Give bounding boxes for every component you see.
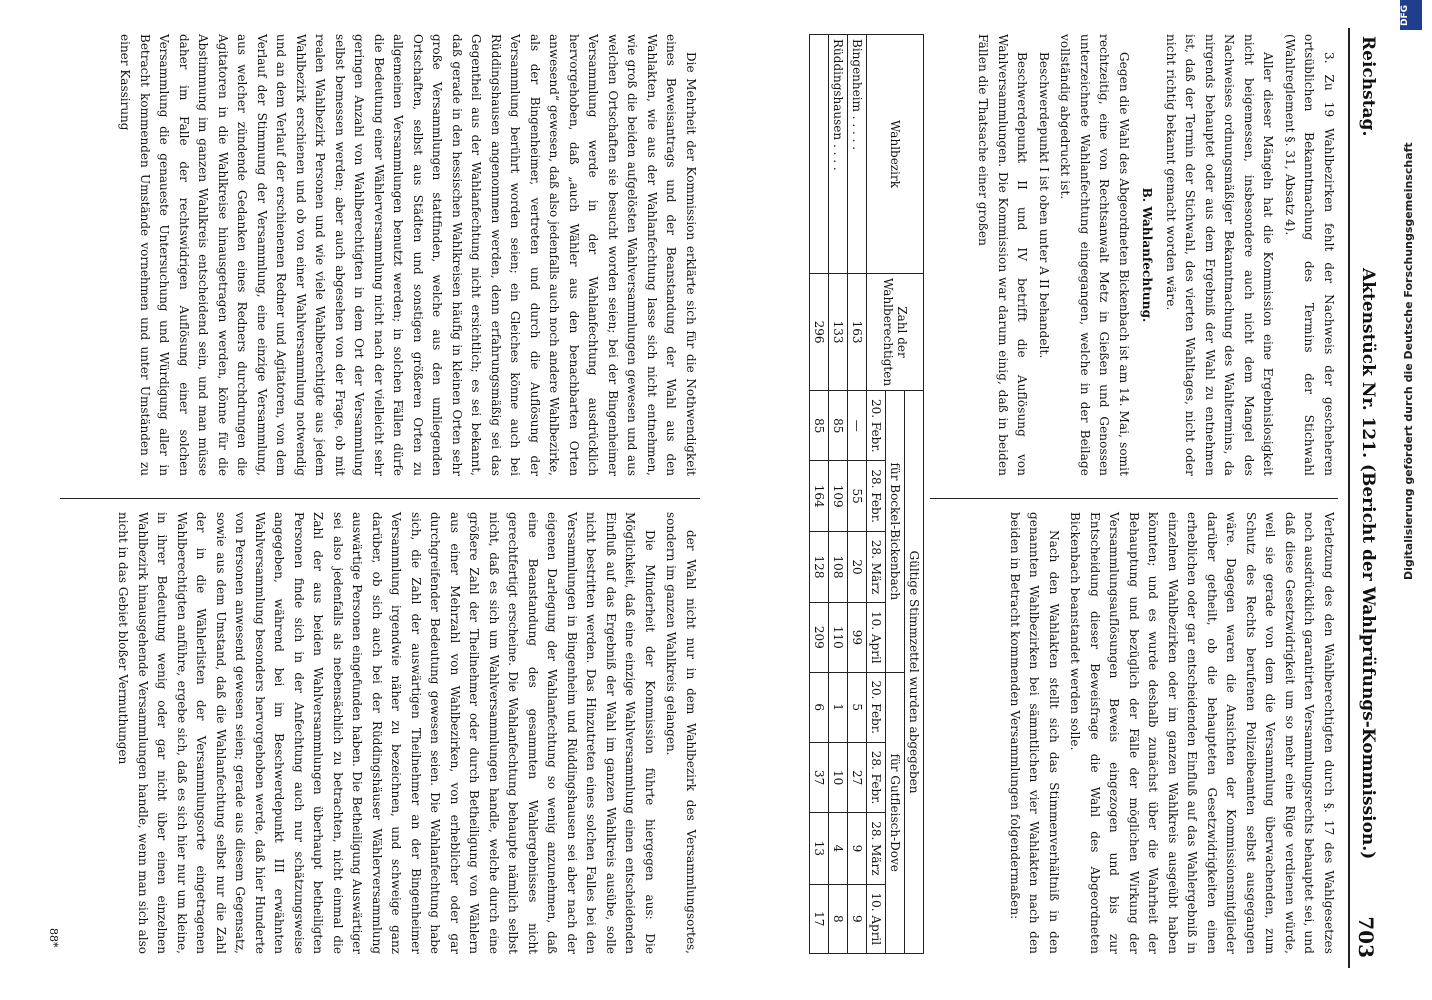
cell: 133 xyxy=(829,274,848,391)
vote-table xyxy=(809,34,924,954)
table-header-wahlbezirk: Wahlbezirk xyxy=(867,35,924,274)
cell: 109 xyxy=(829,461,848,531)
rotated-document-page xyxy=(30,28,1390,968)
paragraph: Die Mehrheit der Kommission erklärte sich für die Nothwendigkeit eines Beweisantrags und der Beanstandung der Wahl aus den Wahlakten, wie aus der Wahlanfechtung lasse sich nicht entnehmen, wie groß die beiden aufgelösten Wahlversammlungen gewesen und aus welchen Ortschaften sie besucht worden seien; bei der Bingenheimer Versammlung werde in der Wahlanfechtung ausdrücklich hervorgehoben, daß „auch Wähler aus den benachbarten Orten anwesend“ gewesen, daß also jedenfalls auch noch andere Wahlbezirke, als der Bingenheimer, vertreten und durch die Auflösung der Versammlung berührt worden seien; ein Gleiches könne auch bei Rüddingshausen angenommen werden, denn erfahrungsmäßig sei das Gegentheil aus der Wahlanfechtung nicht ersichtlich; es sei bekannt, daß gerade in den hessischen Wahlkreisen häufig in kleinen Orten sehr große Versammlungen stattfinden, welche aus den umliegenden Ortschaften, selbst aus Städten und sonstigen größeren Orten zu allgemeinen Versammlungen benutzt werden; in solchen Fällen dürfe die Bedeutung einer Wählerversammlung nicht nach der vielleicht sehr geringen Anzahl von Wahlberechtigten in dem Ort der Versammlung selbst bemessen werden; aber auch abgesehen von der Frage, ob mit realen Wahlbezirk Personen und wie viele Wahlberechtigte aus jedem Wahlbezirk erschienen und ob von einer Wahlversammlung notwendig und an dem Verlauf der erschienenen Redner und Agitatoren, von dem Verlauf der Stimmung der Versammlung, eine einzige Versammlung, aus welcher zündende Gedanken eines Redners durchdrungen die Agitatoren in die Wahlkreise hinausgetragen werden, könne für die Abstimmung im ganzen Wahlkreis entscheidend sein, und man müsse daher im Falle der rechtswidrigen Auflösung einer solchen Versammlung die genaueste Untersuchung und Würdigung aller in Betracht kommenden Umstände vornehmen und unter Umständen zu einer Kassirung xyxy=(118,34,698,476)
cell: 128 xyxy=(810,531,829,602)
table-subheader-dove: für Gutfleisch-Dove xyxy=(886,672,905,954)
vote-table-container xyxy=(809,34,924,954)
column-left-bottom xyxy=(113,34,700,476)
cell: 37 xyxy=(810,742,829,812)
cell: 85 xyxy=(810,391,829,461)
cell: 17 xyxy=(810,884,829,953)
paragraph: Die Minderheit der Kommission führte hiergegen aus: Die Möglichkeit, daß eine einzige Wahlversammlung einen entscheidenden Einfluß auf das Ergebniß der Wahl im ganzen Wahlkreis ausübe, solle nicht bestritten werden. Das Hinzutreten eines solchen Falles bei den Versammlungen in Bingenheim und Rüddingshausen sei aber nach der eigenen Darlegung der Wahlanfechtung so wenig anzunehmen, daß eine Beanstandung des gesammten Wahlergebnisses nicht gerechtfertigt erscheine. Die Wahlanfechtung behaupte nämlich selbst nicht, daß es sich um Wahlversammlungen handle, welche durch eine größere Zahl der Theilnehmer oder durch Betheiligung von Wählern aus einer Mehrzahl von Wahlbezirken, von erheblicher oder gar durchgreifender Bedeutung gewesen seien. Die Wahlanfechtung habe sich, die Zahl der auswärtigen Theilnehmer an der Bingenheimer Versammlung irgendwie näher zu bezeichnen, und schweige ganz darüber, ob sich auch bei der Rüddingshäuser Wählerversammlung auswärtige Personen eingefunden haben. Die Betheiligung Auswärtiger sei also jedenfalls als nebensächlich zu betrachten, nicht einmal die Zahl der aus beiden Wahlversammlungen überhaupt betheiligten Personen finde sich in der Anfechtung auch nur schätzungsweise angegeben, während bei im Beschwerdepunkt III erwähnten Wahlversammlung besonders hervorgehoben werde, daß hier Hunderte von Personen anwesend gewesen seien; gerade aus diesem Gegensatz, sowie aus dem Umstand, daß die Wahlanfechtung selbst nur die Zahl der in die Wählerlisten der Versammlungsorte eingetragenen Wahlberechtigten anführe, ergebe sich, daß es sich hier nur um kleine, in ihrer Bedeutung wenig oder gar nicht über einen einzelnen Wahlbezirk hinausgehende Versammlungen handle, wenn man sich also nicht in das Gebiet bloßer Vermuthungen xyxy=(116,512,657,954)
cell: 9 xyxy=(848,884,867,953)
cell: 10 xyxy=(829,742,848,812)
row-name: Rüddingshausen . . . . xyxy=(829,35,848,274)
cell: 85 xyxy=(829,391,848,461)
cell: 108 xyxy=(829,531,848,602)
cell: 209 xyxy=(810,603,829,672)
paragraph: Beschwerdepunkt II und IV betrifft die Auflösung von Wahlversammlungen. Die Kommission war darum einig, daß in beiden Fällen die Thatsache einer großen xyxy=(976,34,1030,476)
dfg-logo: DFG xyxy=(1400,0,1422,30)
signature-mark: 88* xyxy=(47,928,60,948)
row-name: Bingenheim . . . . . xyxy=(848,35,867,274)
date-header: 10. April xyxy=(867,884,886,953)
cell: 5 xyxy=(848,672,867,742)
cell: 163 xyxy=(848,274,867,391)
dfg-funding-note: Digitalisierung gefördert durch die Deutsche Forschungsgemeinschaft xyxy=(1402,142,1415,580)
table-header-zahl: Zahl der Wahlberechtigten xyxy=(867,274,924,391)
paragraph: Aller dieser Mängeln hat die Kommission eine Ergebnislosigkeit nicht beigemessen, insbesondere auch nicht dem Mangel des Nachweises ordnungsmäßiger Bekanntmachung des Wahltermins, da nirgends behauptet oder aus dem Ergebniß der Wahl zu entnehmen ist, daß der Termin der Stichwahl, des vierten Wahltages, nicht oder nicht richtig bekannt gemacht worden wäre. xyxy=(1164,34,1276,476)
table-subheader-bickenbach: für Bockel-Bickenbach xyxy=(886,391,905,672)
header-rule xyxy=(1348,28,1350,968)
paragraph: Nach den Wahlakten stellt sich das Stimmenverhältniß in den genannten Wahlbezirken bei sämmtlichen vier Wahlakten nach den beiden in Betracht kommenden Versammlungen folgendermaßen: xyxy=(1008,512,1061,954)
cell: 296 xyxy=(810,274,829,391)
section-heading: B. Wahlanfechtung. xyxy=(1140,187,1155,323)
cell: 20 xyxy=(848,531,867,602)
table-row xyxy=(829,35,848,954)
paragraph: der Wahl nicht nur in dem Wahlbezirk des Versammlungsortes, sondern im ganzen Wahlkreis gelangen. xyxy=(664,512,698,954)
table-row xyxy=(848,35,867,954)
paragraph: Verletzung des den Wahlberechtigten durch §. 17 des Wahlgesetzes noch ausdrücklich garantirten Versammlungsrechts behauptet sei, und daß diese Gesetzwidrigkeit um so mehr eine Rüge verdienen würde, weil sie gerade von dem die Versammlung überwachenden, zum Schutz des Rechts berufenen Polizeibeamten selbst ausgegangen wäre. Dagegen waren die Ansichten der Kommissionsmitglieder darüber getheilt, ob die behaupteten Gesetzwidrigkeiten einen erheblichen oder gar entscheidenden Einfluß auf das Wahlergebniß in einzelnen Wahlbezirken oder im ganzen Wahlkreis ausgeübt haben könnten; und es wurde deshalb zunächst über die Wahrheit der Behauptung und bezüglich der Fälle der möglichen Wirkung der Versammlungsauflösungen Beweis eingezogen und bis zur Entscheidung dieser Beweisfrage die Wahl des Abgeordneten Bickenbach beanstandet werden solle. xyxy=(1068,512,1336,954)
total-label-cell xyxy=(810,35,829,274)
date-header: 10. April xyxy=(867,603,886,672)
header-left: Reichstag. xyxy=(1358,36,1378,137)
cell: 27 xyxy=(848,742,867,812)
column-right-top xyxy=(1003,512,1339,954)
paragraph: Gegen die Wahl des Abgeordneten Bickenbach ist am 14. Mai, somit rechtzeitig, eine von Rechtsanwalt Metz in Gießen und Genossen unterzeichnete Wahlanfechtung eingegangen, welche in der Beilage vollständig abgedruckt ist. xyxy=(1058,34,1131,476)
table-header-group: Gültige Stimmzettel wurden abgegeben xyxy=(905,391,924,954)
column-divider xyxy=(930,498,1338,499)
date-header: 28. Febr. xyxy=(867,742,886,812)
page-number: 703 xyxy=(1354,916,1378,958)
date-header: 28. März xyxy=(867,531,886,602)
date-header: 28. März xyxy=(867,813,886,884)
cell: — xyxy=(848,391,867,461)
cell: 1 xyxy=(829,672,848,742)
cell: 9 xyxy=(848,813,867,884)
paragraph: Beschwerdepunkt I ist oben unter A II behandelt. xyxy=(1037,52,1051,359)
column-left-top xyxy=(971,34,1338,476)
cell: 4 xyxy=(829,813,848,884)
cell: 13 xyxy=(810,813,829,884)
date-header: 20. Febr. xyxy=(867,391,886,461)
cell: 6 xyxy=(810,672,829,742)
date-header: 28. Febr. xyxy=(867,461,886,531)
paragraph: 3. Zu 19 Wahlbezirken fehlt der Nachweis der gescheheren ortsüblichen Bekanntmachung des Termins der Stichwahl (Wahlreglement §. 31, Absatz 4). xyxy=(1283,34,1336,476)
cell: 8 xyxy=(829,884,848,953)
column-right-bottom xyxy=(111,512,700,954)
header-title: Aktenstück Nr. 121. (Bericht der Wahlprüfungs-Kommission.) xyxy=(1358,268,1378,860)
cell: 110 xyxy=(829,603,848,672)
column-divider xyxy=(60,498,700,499)
table-total-row xyxy=(810,35,829,954)
date-header: 20. Febr. xyxy=(867,672,886,742)
cell: 55 xyxy=(848,461,867,531)
cell: 164 xyxy=(810,461,829,531)
page-header xyxy=(1346,28,1390,968)
cell: 99 xyxy=(848,603,867,672)
